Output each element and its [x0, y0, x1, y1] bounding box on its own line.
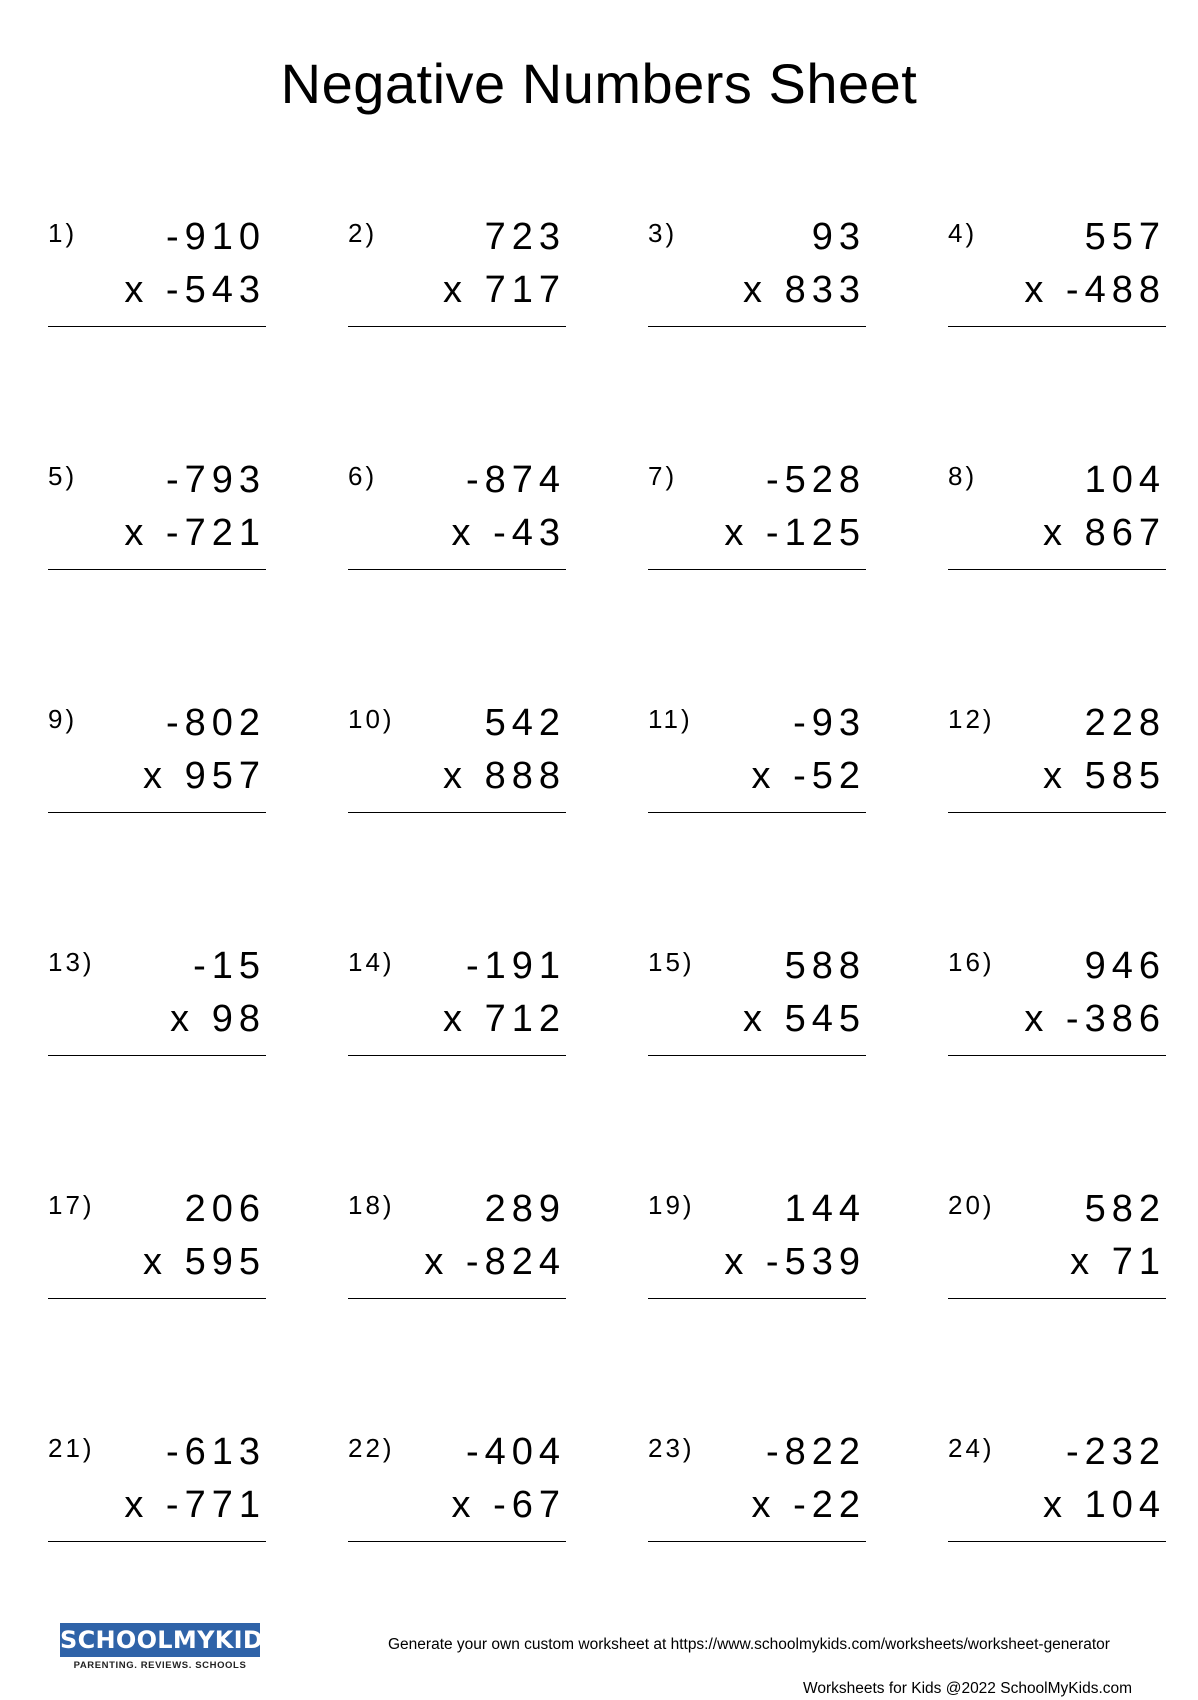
- multiplier: x -488: [1024, 269, 1166, 311]
- answer-line: [648, 569, 866, 570]
- multiplier: x -543: [124, 269, 266, 311]
- problem-number: 8): [948, 461, 978, 491]
- multiplicand: 588: [784, 945, 866, 987]
- multiplicand: -191: [465, 945, 566, 987]
- multiplicand: -528: [765, 459, 866, 501]
- multiplicand: -822: [765, 1431, 866, 1473]
- problem-number: 24): [948, 1433, 995, 1463]
- answer-line: [348, 1298, 566, 1299]
- problem-number: 21): [48, 1433, 95, 1463]
- multiplicand: 228: [1084, 702, 1166, 744]
- multiplier: x 957: [143, 755, 266, 797]
- problem-1: [48, 200, 266, 320]
- answer-line: [348, 1541, 566, 1542]
- multiplier: x -22: [751, 1484, 866, 1526]
- problem-number: 6): [348, 461, 378, 491]
- answer-line: [648, 1055, 866, 1056]
- problem-17: [48, 1172, 266, 1292]
- multiplicand: 542: [484, 702, 566, 744]
- problem-7: [648, 443, 866, 563]
- problem-number: 15): [648, 947, 695, 977]
- problem-11: [648, 686, 866, 806]
- page-title: Negative Numbers Sheet: [280, 52, 918, 115]
- problem-number: 3): [648, 218, 678, 248]
- multiplicand: -613: [165, 1431, 266, 1473]
- multiplicand: -793: [165, 459, 266, 501]
- multiplier: x 888: [443, 755, 566, 797]
- problem-23: [648, 1415, 866, 1535]
- problem-6: [348, 443, 566, 563]
- multiplier: x 712: [443, 998, 566, 1040]
- multiplier: x 98: [170, 998, 266, 1040]
- multiplicand: 289: [484, 1188, 566, 1230]
- multiplier: x -771: [124, 1484, 266, 1526]
- multiplier: x 104: [1043, 1484, 1166, 1526]
- multiplier: x -721: [124, 512, 266, 554]
- multiplicand: 723: [484, 216, 566, 258]
- problem-number: 10): [348, 704, 395, 734]
- answer-line: [648, 812, 866, 813]
- problem-number: 7): [648, 461, 678, 491]
- multiplier: x 71: [1070, 1241, 1166, 1283]
- multiplier: x 833: [743, 269, 866, 311]
- problem-number: 14): [348, 947, 395, 977]
- schoolmykids-logo[interactable]: [60, 1623, 281, 1671]
- problem-13: [48, 929, 266, 1049]
- problem-14: [348, 929, 566, 1049]
- multiplier: x -67: [451, 1484, 566, 1526]
- problem-20: [948, 1172, 1166, 1292]
- answer-line: [948, 1055, 1166, 1056]
- problem-number: 4): [948, 218, 978, 248]
- problem-number: 5): [48, 461, 78, 491]
- problem-21: [48, 1415, 266, 1535]
- problem-10: [348, 686, 566, 806]
- multiplier: x -824: [424, 1241, 566, 1283]
- multiplicand: -15: [193, 945, 266, 987]
- answer-line: [48, 812, 266, 813]
- multiplier: x -43: [451, 512, 566, 554]
- logo-wordmark: SCHOOLMYKIDS: [60, 1623, 260, 1657]
- multiplicand: 104: [1084, 459, 1166, 501]
- multiplicand: -874: [465, 459, 566, 501]
- answer-line: [48, 326, 266, 327]
- generator-link-text[interactable]: Generate your own custom worksheet at https://www.schoolmykids.com/worksheets/worksheet-generator: [388, 1636, 1110, 1653]
- problem-24: [948, 1415, 1166, 1535]
- problem-4: [948, 200, 1166, 320]
- logo-tagline: PARENTING. REVIEWS. SCHOOLS: [73, 1660, 247, 1671]
- problem-18: [348, 1172, 566, 1292]
- answer-line: [648, 1541, 866, 1542]
- answer-line: [48, 1055, 266, 1056]
- multiplicand: 557: [1084, 216, 1166, 258]
- problem-number: 23): [648, 1433, 695, 1463]
- multiplicand: -802: [165, 702, 266, 744]
- answer-line: [948, 812, 1166, 813]
- answer-line: [648, 1298, 866, 1299]
- answer-line: [948, 326, 1166, 327]
- multiplicand: 93: [811, 216, 866, 258]
- answer-line: [948, 1541, 1166, 1542]
- problem-16: [948, 929, 1166, 1049]
- multiplicand: 582: [1084, 1188, 1166, 1230]
- answer-line: [348, 1055, 566, 1056]
- multiplier: x 545: [743, 998, 866, 1040]
- problem-19: [648, 1172, 866, 1292]
- multiplier: x -52: [751, 755, 866, 797]
- multiplier: x -125: [724, 512, 866, 554]
- problem-number: 12): [948, 704, 995, 734]
- problem-22: [348, 1415, 566, 1535]
- problem-9: [48, 686, 266, 806]
- problem-number: 9): [48, 704, 78, 734]
- problem-number: 22): [348, 1433, 395, 1463]
- multiplicand: -93: [793, 702, 866, 744]
- multiplier: x 867: [1043, 512, 1166, 554]
- multiplier: x 717: [443, 269, 566, 311]
- multiplicand: 946: [1084, 945, 1166, 987]
- multiplicand: -404: [465, 1431, 566, 1473]
- problem-12: [948, 686, 1166, 806]
- multiplicand: 144: [784, 1188, 866, 1230]
- answer-line: [948, 569, 1166, 570]
- multiplier: x 585: [1043, 755, 1166, 797]
- problem-number: 1): [48, 218, 78, 248]
- multiplier: x -539: [724, 1241, 866, 1283]
- multiplier: x 595: [143, 1241, 266, 1283]
- problem-number: 17): [48, 1190, 95, 1220]
- multiplicand: 206: [184, 1188, 266, 1230]
- answer-line: [48, 1298, 266, 1299]
- problem-8: [948, 443, 1166, 563]
- multiplicand: -910: [165, 216, 266, 258]
- problem-number: 20): [948, 1190, 995, 1220]
- problem-number: 18): [348, 1190, 395, 1220]
- problem-number: 2): [348, 218, 378, 248]
- answer-line: [48, 569, 266, 570]
- problem-2: [348, 200, 566, 320]
- problem-15: [648, 929, 866, 1049]
- answer-line: [948, 1298, 1166, 1299]
- problem-number: 11): [648, 704, 693, 734]
- multiplier: x -386: [1024, 998, 1166, 1040]
- problem-number: 19): [648, 1190, 695, 1220]
- answer-line: [348, 569, 566, 570]
- answer-line: [648, 326, 866, 327]
- problem-number: 16): [948, 947, 995, 977]
- answer-line: [348, 812, 566, 813]
- multiplicand: -232: [1065, 1431, 1166, 1473]
- answer-line: [348, 326, 566, 327]
- problem-number: 13): [48, 947, 95, 977]
- problem-3: [648, 200, 866, 320]
- copyright-text: Worksheets for Kids @2022 SchoolMyKids.com: [803, 1680, 1133, 1697]
- answer-line: [48, 1541, 266, 1542]
- problem-5: [48, 443, 266, 563]
